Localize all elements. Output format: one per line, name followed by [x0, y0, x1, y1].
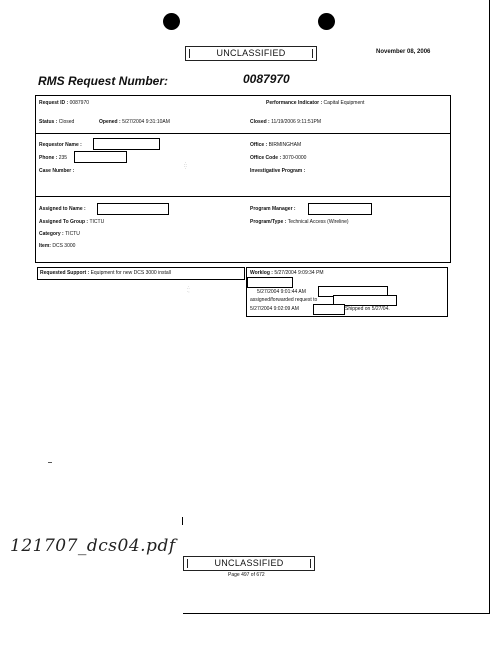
- worklog-field: [250, 270, 324, 276]
- classification-banner-bottom: UNCLASSIFIED: [183, 556, 315, 571]
- section-divider-1: [35, 133, 451, 134]
- office-code-label: Office Code :: [250, 155, 282, 161]
- office-label: Office :: [250, 142, 268, 148]
- program-type-label: Program/Type :: [250, 219, 287, 225]
- requested-support-field: [40, 270, 171, 276]
- punch-hole-left: [163, 13, 180, 30]
- case-number-label: Case Number :: [39, 168, 75, 174]
- worklog-label: Worklog :: [250, 270, 273, 276]
- status-value: Closed: [58, 119, 75, 125]
- assigned-group-field: [39, 219, 104, 225]
- requestor-name-redaction: [93, 138, 160, 150]
- performance-indicator-field: [266, 100, 364, 106]
- rms-request-number: 0087970: [243, 72, 290, 86]
- status-field: [39, 119, 74, 125]
- program-manager-label: Program Manager :: [250, 206, 296, 212]
- worklog-first-entry: 5/27/2004 9:09:34 PM: [274, 270, 324, 276]
- rms-request-heading: RMS Request Number:: [38, 74, 169, 88]
- office-value: BIRMINGHAM: [268, 142, 302, 148]
- assigned-group-value: TICTU: [89, 219, 105, 225]
- phone-value: 235: [58, 155, 68, 161]
- closed-value: 11/19/2006 9:11:51PM: [271, 119, 321, 125]
- stamp-mark: ∴ ∵: [184, 161, 187, 170]
- performance-indicator-value: Capital Equipment: [323, 100, 365, 106]
- stray-mark: [48, 462, 52, 463]
- phone-field: [39, 155, 67, 161]
- category-field: [39, 231, 80, 237]
- worklog-redaction-1: [247, 277, 293, 288]
- section-divider-2: [35, 196, 451, 197]
- page-bottom-edge: [183, 613, 490, 614]
- handwritten-filename: 121707_dcs04.pdf: [10, 536, 176, 556]
- stamp-mark-2: ∴ ·:: [187, 285, 190, 294]
- closed-label: Closed :: [250, 119, 270, 125]
- category-value: TICTU: [65, 231, 80, 237]
- punch-hole-right: [318, 13, 335, 30]
- page-number: Page 497 of 672: [228, 572, 265, 578]
- category-label: Category :: [39, 231, 64, 237]
- worklog-entry-2-time: 5/27/2004 9:01:44 AM: [257, 289, 306, 295]
- office-field: [250, 142, 301, 148]
- office-code-field: [250, 155, 306, 161]
- request-form-frame: [35, 95, 451, 263]
- request-id-label: Request ID :: [39, 100, 69, 106]
- phone-redaction: [74, 151, 127, 163]
- assigned-group-label: Assigned To Group :: [39, 219, 89, 225]
- stray-tick: [182, 517, 183, 525]
- opened-label: Opened :: [99, 119, 121, 125]
- page-right-edge: [489, 0, 490, 614]
- item-label: Item:: [39, 243, 51, 249]
- status-label: Status :: [39, 119, 58, 125]
- requestor-name-label: Requestor Name :: [39, 142, 82, 148]
- assigned-to-name-redaction: [97, 203, 169, 215]
- worklog-entry-3-text: Shipped on 5/27/04.: [345, 306, 390, 312]
- program-type-value: Technical Access (Wireline): [287, 219, 349, 225]
- office-code-value: 3070-0000: [282, 155, 307, 161]
- closed-field: [250, 119, 321, 125]
- program-type-field: [250, 219, 349, 225]
- request-id-value: 0087970: [69, 100, 90, 106]
- classification-banner-top: UNCLASSIFIED: [185, 46, 317, 61]
- request-id-field: [39, 100, 89, 106]
- worklog-entry-2-text: assigned/forwarded request to: [250, 297, 318, 303]
- investigative-program-label: Investigative Program :: [250, 168, 306, 174]
- performance-indicator-label: Performance Indicator :: [266, 100, 323, 106]
- worklog-redaction-4: [313, 304, 345, 315]
- phone-label: Phone :: [39, 155, 58, 161]
- report-date: November 08, 2006: [376, 49, 431, 55]
- program-manager-redaction: [308, 203, 372, 215]
- requested-support-label: Requested Support :: [40, 270, 90, 276]
- item-value: DCS 3000: [52, 243, 76, 249]
- requested-support-value: Equipment for new DCS 3000 install: [90, 270, 171, 276]
- item-field: [39, 243, 75, 249]
- assigned-to-name-label: Assigned to Name :: [39, 206, 86, 212]
- worklog-entry-3-time: 5/27/2004 9:02:09 AM: [250, 306, 299, 312]
- opened-value: 5/27/2004 9:31:10AM: [122, 119, 170, 125]
- opened-field: [99, 119, 170, 125]
